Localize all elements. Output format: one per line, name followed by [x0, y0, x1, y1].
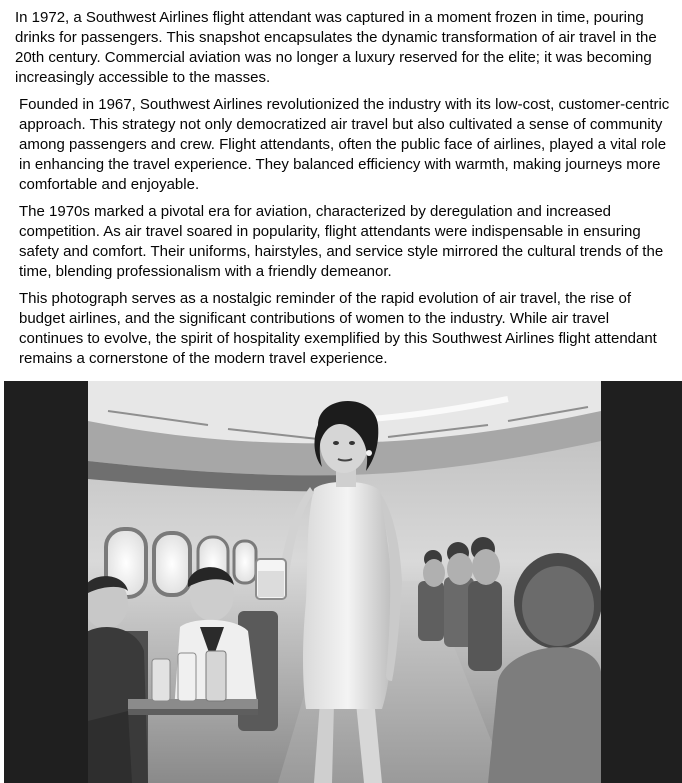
post-paragraph-3: The 1970s marked a pivotal era for aviation, characterized by deregulation and increased competition. As air travel soared in popularity, flight attendants were indispensable in ensuring safety and comfort. Their uniforms, hairstyles, and service style mirrored the cultural trends of the time, blending professionalism with a friendly demeanor.	[19, 203, 664, 280]
post-photo-container[interactable]	[4, 381, 682, 783]
post-paragraph-1: In 1972, a Southwest Airlines flight attendant was captured in a moment frozen in time, pouring drinks for passengers. This snapshot encapsulates the dynamic transformation of air travel in the 20th century. Commercial aviation was no longer a luxury reserved for the elite; it was becoming increasingly accessible to the masses.	[15, 9, 657, 86]
drink-shakers	[152, 651, 226, 701]
post-body-text	[15, 8, 675, 376]
post-paragraph-4: This photograph serves as a nostalgic reminder of the rapid evolution of air travel, the rise of budget airlines, and the significant contributions of women to the industry. While air travel continues to evolve, the spirit of hospitality exemplified by this Southwest Airlines flight attendant remains a cornerstone of the modern travel experience.	[19, 290, 657, 367]
post-paragraph-2: Founded in 1967, Southwest Airlines revolutionized the industry with its low-cost, customer-centric approach. This strategy not only democratized air travel but also cultivated a sense of community among passengers and crew. Flight attendants, often the public face of airlines, played a vital role in enhancing the travel experience. They balanced efficiency with warmth, making journeys more comfortable and enjoyable.	[19, 96, 670, 193]
post-photo[interactable]	[88, 381, 601, 783]
flight-attendant-cabin-photo	[88, 381, 601, 783]
